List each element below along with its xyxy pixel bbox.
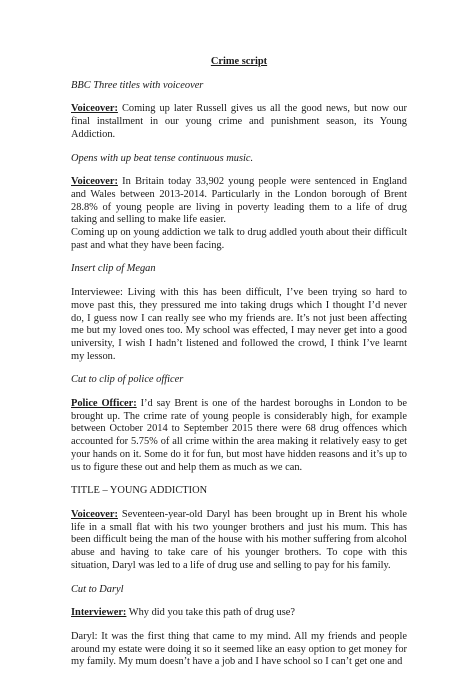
stage-direction: Cut to clip of police officer — [71, 374, 184, 386]
daryl-line: Daryl: It was the first thing that came to my mind. All my friends and people around my estate were doing it so it seemed like an easy option to get money for my family. My mum doesn’t have a job and I have school so I can’t get one and — [71, 630, 407, 668]
interviewee-line: Interviewee: Living with this has been difficult, I’ve been trying so hard to move past this, they pressured me into taking drugs which I thought I’d never do, I guess now I can really see who my friends are. It’s not just been affecting me but my loved ones too. My school was effected, I may never get into a good university, I wish I hadn’t listened and followed the crowd, I think I’ve learnt my lesson. — [71, 287, 407, 362]
document-title: Crime script — [210, 56, 268, 67]
police-officer-line — [71, 398, 407, 474]
interviewer-line — [71, 607, 407, 620]
voiceover-line — [71, 103, 407, 141]
stage-direction: Insert clip of Megan — [71, 263, 156, 275]
speech-text: Seventeen-year-old Daryl has been brought up in Brent his whole life in a small flat with his two younger brothers and just his mum. This has been difficult being the man of the house with his mother suffering from alcohol abuse and having to take care of his younger brothers. To cope with this situation, Daryl was led to a life of drug use and selling to pay for his family. — [71, 508, 407, 571]
speech-text: In Britain today 33,902 young people were sentenced in England and Wales between 2013-2014. Particularly in the London borough of Brent 28.8% of young people are living in poverty leading them to a life of drug taking and selling to make life easier. — [71, 176, 407, 226]
voiceover-line — [71, 509, 407, 573]
stage-direction: Opens with up beat tense continuous music. — [71, 152, 254, 164]
speech-text: Why did you take this path of drug use? — [126, 607, 296, 619]
speaker-label: Interviewer: — [71, 607, 127, 619]
stage-direction: BBC Three titles with voiceover — [71, 79, 204, 91]
script-page — [71, 56, 407, 680]
speech-text: Coming up later Russell gives us all the good news, but now our final installment in our young crime and punishment season, its Young Addiction. — [71, 103, 407, 140]
voiceover-line — [71, 176, 407, 227]
title-card: TITLE – YOUNG ADDICTION — [71, 485, 208, 497]
speaker-label: Voiceover: — [71, 103, 118, 115]
speaker-label: Police Officer: — [71, 398, 137, 410]
paragraph: Coming up on young addiction we talk to drug addled youth about their difficult past and what they have been facing. — [71, 227, 407, 251]
stage-direction: Cut to Daryl — [71, 583, 124, 595]
speaker-label: Voiceover: — [71, 508, 118, 520]
speech-text: I’d say Brent is one of the hardest boroughs in London to be brought up. The crime rate of young people is considerably high, for example between October 2014 to September 2015 there were 68 drug offences which accounted for 5.75% of all crime within the area making it relatively easy to get your hands on it. Some do it for fun, but most have hidden reasons and it’s up to us to figure these out and help them as much as we can. — [71, 398, 407, 473]
speaker-label: Voiceover: — [71, 176, 118, 188]
